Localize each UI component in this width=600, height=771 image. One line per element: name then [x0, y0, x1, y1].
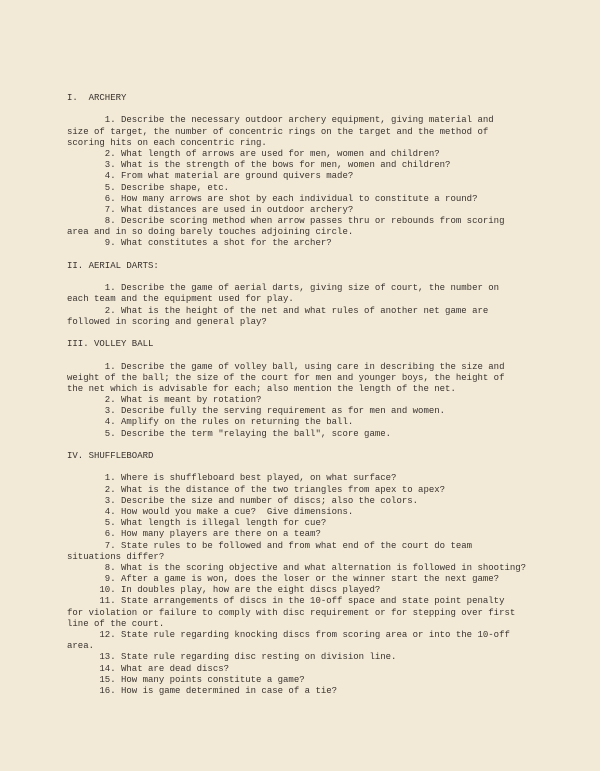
question-item: [67, 115, 587, 149]
question-line: 3. Describe the size and number of discs; also the colors.: [67, 495, 419, 506]
spacer: [67, 104, 587, 115]
question-line: 2. What is the height of the net and what rules of another net game are: [67, 305, 489, 316]
question-item: [67, 485, 587, 496]
question-line: 7. What distances are used in outdoor archery?: [67, 204, 354, 215]
question-item: [67, 306, 587, 328]
question-line: 12. State rule regarding knocking discs from scoring area or into the 10-off: [67, 630, 510, 640]
question-line: 16. How is game determined in case of a tie?: [67, 685, 338, 696]
question-line: 9. What constitutes a shot for the archer?: [67, 238, 332, 249]
question-item: [67, 529, 587, 540]
section-heading: I. ARCHERY: [67, 93, 127, 103]
question-item: [67, 473, 587, 484]
question-item: [67, 596, 587, 630]
question-line: 8. Describe scoring method when arrow passes thru or rebounds from scoring: [67, 216, 505, 227]
question-line: 4. From what material are ground quivers made?: [67, 171, 354, 182]
question-line: 11. State arrangements of discs in the 10-off space and state point penalty: [67, 596, 505, 607]
question-line: the net which is advisable for each; also mention the length of the net.: [67, 383, 456, 394]
question-line: 1. Describe the game of volley ball, using care in describing the size and: [67, 361, 505, 372]
question-item: [67, 574, 587, 585]
question-line: 6. How many players are there on a team?: [67, 529, 321, 540]
question-item: [67, 194, 587, 205]
question-item: [67, 417, 587, 428]
question-item: [67, 630, 587, 652]
question-line: 3. Describe fully the serving requirement as for men and women.: [67, 406, 446, 417]
question-item: [67, 395, 587, 406]
question-item: [67, 216, 587, 238]
question-item: [67, 183, 587, 194]
question-line: situations differ?: [67, 551, 165, 562]
question-line: 1. Describe the necessary outdoor archery equipment, giving material and: [67, 115, 494, 126]
question-line: each team and the equipment used for play.: [67, 294, 294, 305]
question-item: [67, 238, 587, 249]
question-item: [67, 518, 587, 529]
question-line: 5. What length is illegal length for cue?: [67, 518, 327, 529]
question-line: 14. What are dead discs?: [67, 663, 230, 674]
spacer: [67, 462, 587, 473]
question-item: [67, 362, 587, 396]
question-item: [67, 664, 587, 675]
question-line: 2. What is meant by rotation?: [67, 395, 262, 406]
question-line: 6. How many arrows are shot by each individual to constitute a round?: [67, 193, 478, 204]
question-line: 5. Describe shape, etc.: [67, 182, 230, 193]
question-item: [67, 541, 587, 563]
spacer: [67, 697, 587, 708]
question-item: [67, 675, 587, 686]
question-line: 9. After a game is won, does the loser or the winner start the next game?: [67, 574, 500, 585]
question-item: [67, 160, 587, 171]
question-line: for violation or failure to comply with disc requirement or for stepping over first: [67, 607, 516, 618]
question-item: [67, 205, 587, 216]
question-line: 1. Describe the game of aerial darts, giving size of court, the number on: [67, 283, 500, 294]
question-line: 3. What is the strength of the bows for men, women and children?: [67, 160, 451, 171]
question-line: 10. In doubles play, how are the eight discs played?: [67, 585, 381, 596]
question-item: [67, 283, 587, 305]
typewritten-page: [67, 93, 587, 708]
question-line: 1. Where is shuffleboard best played, on what surface?: [67, 473, 397, 484]
question-line: area and in so doing barely touches adjoining circle.: [67, 227, 354, 238]
section-heading: IV. SHUFFLEBOARD: [67, 451, 154, 461]
question-line: 5. Describe the term "relaying the ball", score game.: [67, 428, 392, 439]
question-item: [67, 496, 587, 507]
question-item: [67, 686, 587, 697]
question-line: 15. How many points constitute a game?: [67, 674, 305, 685]
question-item: [67, 406, 587, 417]
question-line: 13. State rule regarding disc resting on division line.: [67, 652, 397, 663]
question-line: 2. What length of arrows are used for men, women and children?: [67, 148, 440, 159]
question-item: [67, 149, 587, 160]
question-item: [67, 563, 587, 574]
question-line: area.: [67, 641, 95, 652]
question-line: 4. Amplify on the rules on returning the ball.: [67, 417, 354, 428]
question-item: [67, 652, 587, 663]
spacer: [67, 250, 587, 261]
question-item: [67, 507, 587, 518]
question-line: scoring hits on each concentric ring.: [67, 137, 267, 148]
question-line: weight of the ball; the size of the court for men and younger boys, the height of: [67, 372, 505, 383]
spacer: [67, 350, 587, 361]
section-heading: II. AERIAL DARTS:: [67, 260, 159, 271]
question-line: line of the court.: [67, 618, 165, 629]
question-line: followed in scoring and general play?: [67, 316, 267, 327]
spacer: [67, 440, 587, 451]
question-line: 4. How would you make a cue? Give dimensions.: [67, 506, 354, 517]
question-line: size of target, the number of concentric rings on the target and the method of: [67, 126, 489, 137]
spacer: [67, 328, 587, 339]
question-line: 7. State rules to be followed and from what end of the court do team: [67, 540, 473, 551]
question-item: [67, 429, 587, 440]
question-item: [67, 171, 587, 182]
question-line: 8. What is the scoring objective and what alternation is followed in shooting?: [67, 562, 527, 573]
section-heading: III. VOLLEY BALL: [67, 339, 154, 350]
question-item: [67, 585, 587, 596]
spacer: [67, 272, 587, 283]
question-line: 2. What is the distance of the two triangles from apex to apex?: [67, 484, 446, 495]
